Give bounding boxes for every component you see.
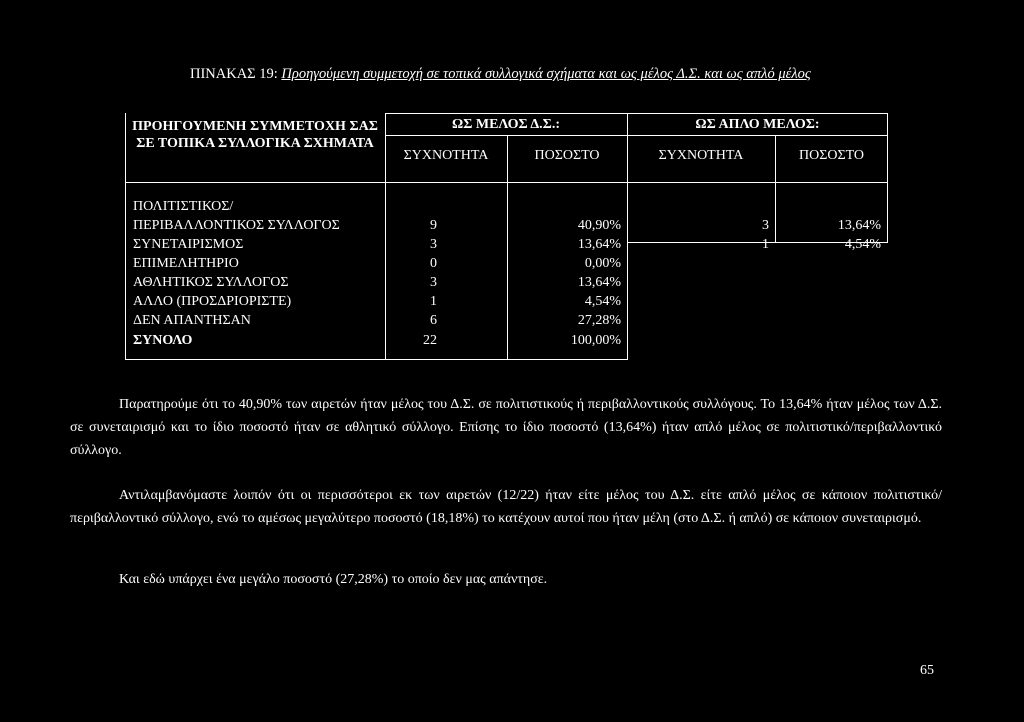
row-label: ΑΛΛΟ (ΠΡΟΣΔΡΙΟΡΙΣΤΕ) <box>133 294 292 309</box>
board-frequency: 9 <box>430 218 437 233</box>
row-label: ΔΕΝ ΑΠΑΝΤΗΣΑΝ <box>133 313 251 328</box>
table-caption <box>190 66 811 83</box>
data-table <box>125 113 888 360</box>
caption-prefix: ΠΙΝΑΚΑΣ 19: <box>190 66 282 82</box>
row-label: ΣΥΝΕΤΑΙΡΙΣΜΟΣ <box>133 237 244 252</box>
board-percent: 40,90% <box>577 218 621 233</box>
board-percent: 0,00% <box>584 256 621 271</box>
row-label-total: ΣΥΝΟΛΟ <box>133 333 193 348</box>
subheader-frequency-board: ΣΥΧΝΟΤΗΤΑ <box>403 148 489 163</box>
header-participation: ΠΡΟΗΓΟΥΜΕΝΗ ΣΥΜΜΕΤΟΧΗ ΣΑΣ ΣΕ ΤΟΠΙΚΑ ΣΥΛΛΟΓΙΚΑ ΣΧΗΜΑΤΑ <box>132 119 378 151</box>
simple-percent: 4,54% <box>844 237 881 252</box>
board-frequency: 3 <box>430 237 437 252</box>
paragraph-2: Αντιλαμβανόμαστε λοιπόν ότι οι περισσότεροι εκ των αιρετών (12/22) ήταν είτε μέλος του Δ.Σ. είτε απλό μέλος σε κάποιον πολιτιστικό/περιβαλλοντικό σύλλογο, ενώ το αμέσως μεγαλύτερο ποσοστό (18,18%) το κατέχουν αυτοί που ήταν μέλη (στο Δ.Σ. ή απλό) σε κάποιον συνεταιρισμό. <box>70 488 942 526</box>
board-frequency: 0 <box>430 256 437 271</box>
simple-percent: 13,64% <box>837 218 881 233</box>
caption-title-link[interactable]: Προηγούμενη συμμετοχή σε τοπικά συλλογικά σχήματα και ως μέλος Δ.Σ. και ως απλό μέλος <box>281 66 811 82</box>
simple-frequency: 1 <box>762 237 769 252</box>
subheader-frequency-simple: ΣΥΧΝΟΤΗΤΑ <box>658 148 744 163</box>
board-percent-total: 100,00% <box>570 333 621 348</box>
paragraph-1: Παρατηρούμε ότι το 40,90% των αιρετών ήταν μέλος του Δ.Σ. σε πολιτιστικούς ή περιβαλλοντικούς συλλόγους. Το 13,64% ήταν μέλος των Δ.Σ. σε συνεταιρισμό και το ίδιο ποσοστό ήταν σε αθλητικό σύλλογο. Επίσης το ίδιο ποσοστό (13,64%) ήταν απλό μέλος σε πολιτιστικό/περιβαλλοντικό σύλλογο. <box>70 397 942 458</box>
board-frequency: 1 <box>430 294 437 309</box>
header-bottom-border <box>125 182 888 183</box>
board-percent: 4,54% <box>584 294 621 309</box>
row-label: ΠΟΛΙΤΙΣΤΙΚΟΣ/ <box>133 199 234 214</box>
board-percent: 13,64% <box>577 275 621 290</box>
subheader-percent-simple: ΠΟΣΟΣΤΟ <box>798 148 865 163</box>
simple-frequency: 3 <box>762 218 769 233</box>
row-label: ΠΕΡΙΒΑΛΛΟΝΤΙΚΟΣ ΣΥΛΛΟΓΟΣ <box>133 218 340 233</box>
row-label: ΑΘΛΗΤΙΚΟΣ ΣΥΛΛΟΓΟΣ <box>133 275 289 290</box>
page-number: 65 <box>920 663 934 678</box>
board-percent: 27,28% <box>577 313 621 328</box>
row-label: ΕΠΙΜΕΛΗΤΗΡΙΟ <box>133 256 239 271</box>
board-frequency: 6 <box>430 313 437 328</box>
header-board-member: ΩΣ ΜΕΛΟΣ Δ.Σ.: <box>451 117 560 132</box>
board-frequency: 3 <box>430 275 437 290</box>
subheader-percent-board: ΠΟΣΟΣΤΟ <box>534 148 600 163</box>
header-simple-member: ΩΣ ΑΠΛΟ ΜΕΛΟΣ: <box>695 117 820 132</box>
board-frequency-total: 22 <box>423 333 437 348</box>
table-bottom-border <box>125 359 628 360</box>
group-underline <box>385 135 888 136</box>
paragraph-3: Και εδώ υπάρχει ένα μεγάλο ποσοστό (27,28%) το οποίο δεν μας απάντησε. <box>119 572 548 587</box>
table-top-border <box>385 113 888 114</box>
board-percent: 13,64% <box>577 237 621 252</box>
